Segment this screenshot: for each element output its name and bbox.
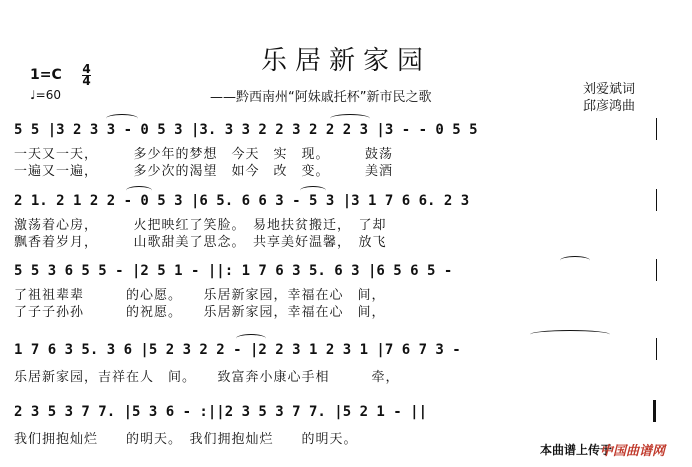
slur <box>560 256 590 265</box>
page-title: 乐居新家园 <box>260 46 431 76</box>
bar-line <box>656 189 657 211</box>
notation-row: 5 5 3 6 5 5 - |2 5 1 - ||: 1 7 6 3 5. 6 3 |6 5 6 5 - <box>14 263 453 279</box>
slur <box>106 114 138 123</box>
subtitle: ——黔西南州“阿妹戚托杯”新市民之歌 <box>210 90 432 105</box>
key-signature: 1=C <box>30 67 62 83</box>
lyricist-credit: 刘爱斌词 <box>583 82 636 97</box>
lyric-line: 一天又一天， 多少年的梦想 今天 实 现。 鼓荡 <box>14 147 394 162</box>
notation-row: 2 3 5 3 7 7. |5 3 6 - :||2 3 5 3 7 7. |5 2 1 - || <box>14 404 428 420</box>
slur <box>330 114 370 123</box>
slur <box>300 186 326 195</box>
final-bar-line <box>653 400 656 422</box>
lyric-line: 了祖祖辈辈 的心愿。 乐居新家园，幸福在心 间， <box>14 288 386 303</box>
upload-note: 本曲谱上传于 <box>539 443 612 457</box>
tempo-marking: ♩=60 <box>30 88 61 102</box>
bar-line <box>656 259 657 281</box>
slur <box>236 334 266 343</box>
lyric-line: 乐居新家园，吉祥在人 间。 致富奔小康心手相 牵， <box>14 370 400 385</box>
notation-row: 1 7 6 3 5. 3 6 |5 2 3 2 2 - |2 2 3 1 2 3 1 |7 6 7 3 - <box>14 342 461 358</box>
bar-line <box>656 338 657 360</box>
composer-credit: 邱彦鸿曲 <box>583 99 636 114</box>
lyric-line: 飘香着岁月， 山歌甜美了思念。 共享美好温馨， 放飞 <box>14 235 387 250</box>
lyric-line: 了子子孙孙 的祝愿。 乐居新家园，幸福在心 间， <box>14 305 386 320</box>
time-signature <box>82 64 91 87</box>
slur <box>126 186 152 195</box>
notation-row: 2 1. 2 1 2 2 - 0 5 3 |6 5. 6 6 3 - 5 3 |3 1 7 6 6. 2 3 <box>14 193 470 209</box>
lyric-line: 激荡着心房， 火把映红了笑脸。 易地扶贫搬迁， 了却 <box>14 218 387 233</box>
notation-row: 5 5 |3 2 3 3 - 0 5 3 |3. 3 3 2 2 3 2 2 2 3 |3 - - 0 5 5 <box>14 122 478 138</box>
lyric-line: 我们拥抱灿烂 的明天。 我们拥抱灿烂 的明天。 <box>14 432 358 447</box>
slur <box>530 330 610 339</box>
time-signature-bottom: 4 <box>82 74 91 88</box>
bar-line <box>656 118 657 140</box>
time-signature-top: 4 <box>82 62 91 76</box>
site-logo[interactable]: 中国曲谱网 <box>600 444 666 459</box>
lyric-line: 一遍又一遍， 多少次的渴望 如今 改 变。 美酒 <box>14 164 394 179</box>
